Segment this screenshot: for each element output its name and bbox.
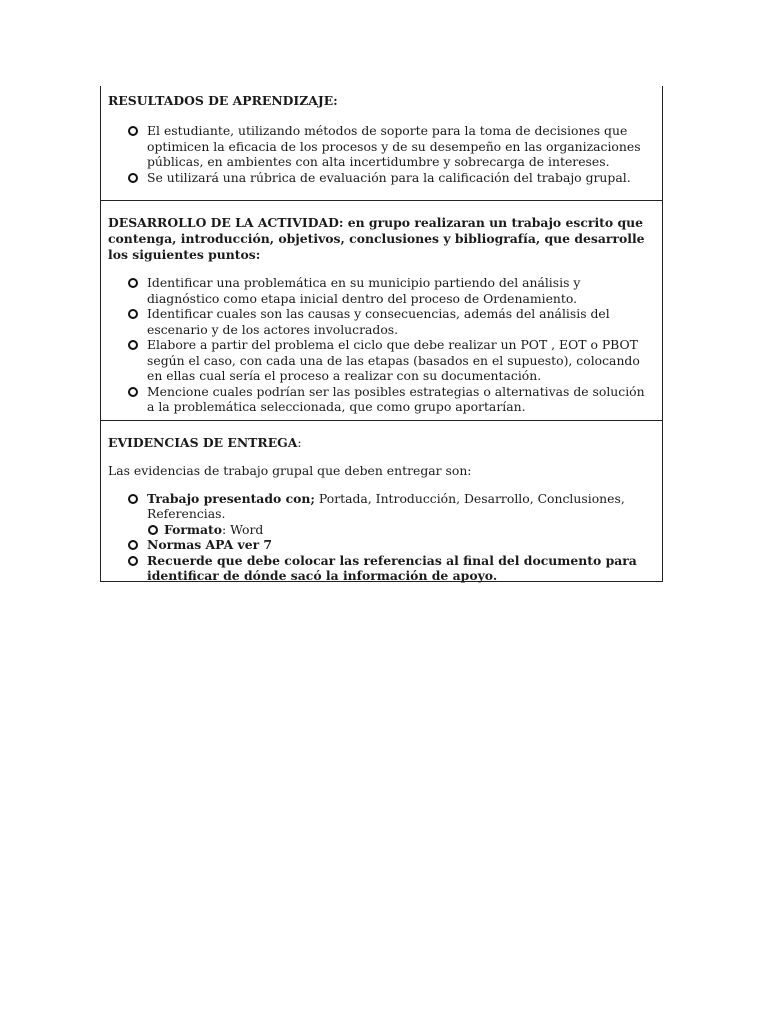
list-item: Normas APA ver 7	[108, 537, 654, 553]
hollow-circle-bullet-icon	[128, 309, 138, 319]
list-item: Recuerde que debe colocar las referencias al final del documento para identificar de dónde sacó la información de apoyo.	[108, 553, 654, 584]
desarrollo-list	[108, 275, 654, 415]
list-item: Elabore a partir del problema el ciclo que debe realizar un POT , EOT o PBOT según el caso, con cada una de las etapas (basados en el supuesto), colocando en ellas cual sería el proceso a realizar con su documentación.	[108, 337, 654, 384]
list-item: Se utilizará una rúbrica de evaluación para la calificación del trabajo grupal.	[108, 170, 654, 186]
hollow-circle-bullet-icon	[128, 126, 138, 136]
activity-table	[100, 86, 663, 582]
resultados-list	[108, 123, 654, 185]
evidencias-heading: EVIDENCIAS DE ENTREGA:	[108, 435, 302, 450]
hollow-circle-bullet-icon	[128, 556, 138, 566]
evidencias-section	[101, 420, 662, 581]
list-item	[108, 522, 654, 538]
list-item: Trabajo presentado con; Portada, Introducción, Desarrollo, Conclusiones, Referencias.	[108, 491, 654, 522]
hollow-circle-bullet-icon	[148, 525, 158, 535]
list-item: Identificar una problemática en su municipio partiendo del análisis y diagnóstico como etapa inicial dentro del proceso de Ordenamiento.	[108, 275, 654, 306]
resultados-section	[101, 86, 662, 200]
hollow-circle-bullet-icon	[128, 540, 138, 550]
hollow-circle-bullet-icon	[128, 278, 138, 288]
hollow-circle-bullet-icon	[128, 387, 138, 397]
desarrollo-section	[101, 200, 662, 420]
resultados-heading: RESULTADOS DE APRENDIZAJE:	[108, 93, 338, 108]
list-item: Mencione cuales podrían ser las posibles estrategias o alternativas de solución a la problemática seleccionada, que como grupo aportarían.	[108, 384, 654, 415]
list-item: Identificar cuales son las causas y consecuencias, además del análisis del escenario y de los actores involucrados.	[108, 306, 654, 337]
hollow-circle-bullet-icon	[128, 173, 138, 183]
evidencias-intro: Las evidencias de trabajo grupal que deben entregar son:	[108, 463, 472, 478]
list-item: El estudiante, utilizando métodos de soporte para la toma de decisiones que optimicen la eficacia de los procesos y de su desempeño en las organizaciones públicas, en ambientes con alta incertidumbre y sobrecarga de intereses.	[108, 123, 654, 170]
hollow-circle-bullet-icon	[128, 340, 138, 350]
evidencias-list	[108, 491, 654, 584]
sub-list-item: Formato: Word	[147, 522, 654, 538]
desarrollo-heading: DESARROLLO DE LA ACTIVIDAD: en grupo realizaran un trabajo escrito que contenga, introducción, objetivos, conclusiones y bibliografía, que desarrolle los siguientes puntos:	[108, 215, 645, 262]
hollow-circle-bullet-icon	[128, 494, 138, 504]
